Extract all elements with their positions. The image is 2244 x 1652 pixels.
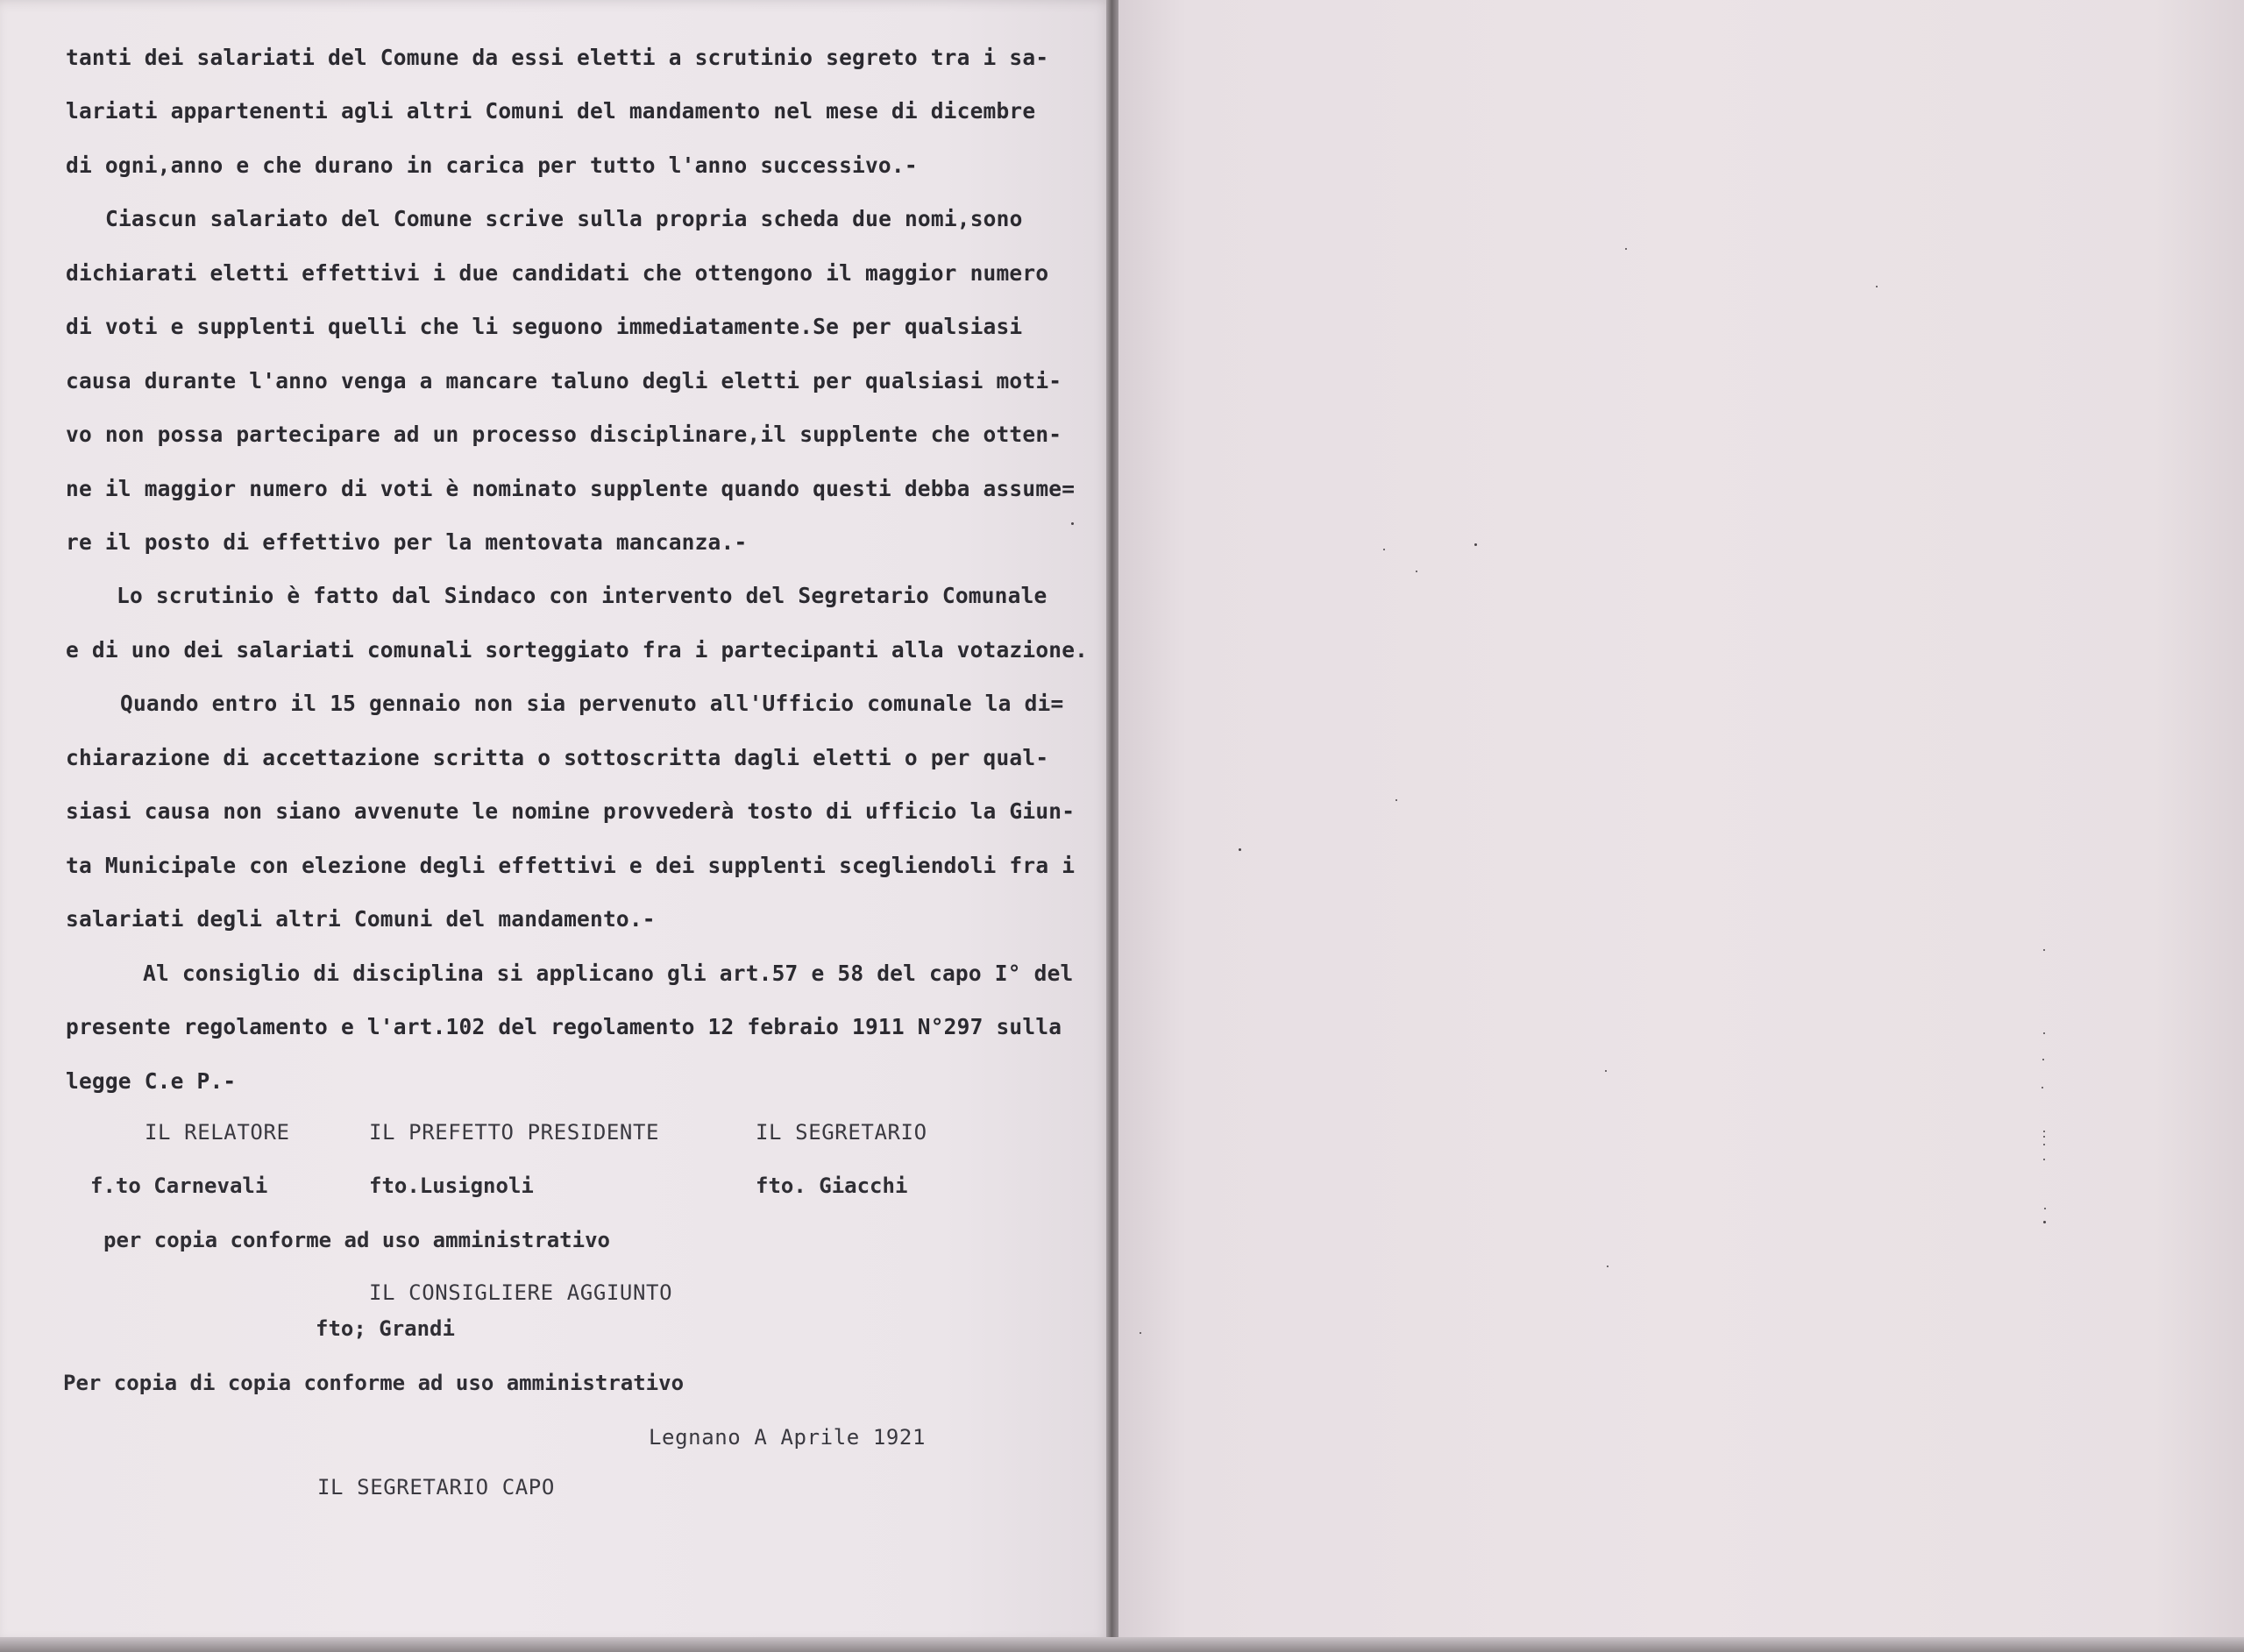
- body-line-4: Ciascun salariato del Comune scrive sulla propria scheda due nomi,sono: [105, 206, 1023, 231]
- paper-speck: [1239, 848, 1241, 851]
- paper-speck: [2043, 1136, 2045, 1138]
- paper-speck: [1395, 799, 1397, 801]
- prefetto-name: fto.Lusignoli: [369, 1173, 534, 1198]
- body-line-18: Al consiglio di disciplina si applicano gli art.57 e 58 del capo I° del: [143, 961, 1074, 986]
- left-page: [0, 0, 1111, 1643]
- paper-speck: [2043, 1131, 2045, 1132]
- paper-speck: [1474, 543, 1477, 546]
- body-line-8: vo non possa partecipare ad un processo disciplinare,il supplente che otten-: [66, 422, 1062, 447]
- segretario-name: fto. Giacchi: [756, 1173, 908, 1198]
- page-bottom-edge: [0, 1637, 2244, 1652]
- paper-speck: [2043, 1144, 2045, 1145]
- body-line-17: salariati degli altri Comuni del mandamento.-: [66, 906, 656, 932]
- body-line-2: lariati appartenenti agli altri Comuni del mandamento nel mese di dicembre: [66, 98, 1036, 124]
- body-line-7: causa durante l'anno venga a mancare taluno degli eletti per qualsiasi moti-: [66, 368, 1062, 394]
- body-line-11: Lo scrutinio è fatto dal Sindaco con intervento del Segretario Comunale: [117, 583, 1047, 608]
- second-copy-note: Per copia di copia conforme ad uso amministrativo: [63, 1371, 685, 1395]
- book-gutter: [1106, 0, 1118, 1652]
- body-line-15: siasi causa non siano avvenute le nomine provvederà tosto di ufficio la Giun-: [66, 798, 1076, 824]
- body-line-3: di ogni,anno e che durano in carica per tutto l'anno successivo.-: [66, 152, 918, 178]
- relatore-name: f.to Carnevali: [90, 1173, 268, 1198]
- paper-speck: [2043, 949, 2045, 951]
- consigliere-name: fto; Grandi: [316, 1316, 455, 1341]
- body-line-10: re il posto di effettivo per la mentovata mancanza.-: [66, 529, 748, 555]
- body-line-19: presente regolamento e l'art.102 del regolamento 12 febraio 1911 N°297 sulla: [66, 1014, 1062, 1039]
- paper-speck: [2043, 1032, 2045, 1034]
- paper-speck: [1140, 1332, 1141, 1334]
- paper-speck: [1605, 1070, 1607, 1072]
- copy-note: per copia conforme ad uso amministrativo: [103, 1228, 610, 1252]
- paper-speck: [1607, 1266, 1608, 1267]
- prefetto-title: IL PREFETTO PRESIDENTE: [369, 1120, 660, 1145]
- body-line-12: e di uno dei salariati comunali sorteggiato fra i partecipanti alla votazione.: [66, 637, 1089, 663]
- place-date: Legnano A Aprile 1921: [649, 1425, 927, 1450]
- paper-speck: [2042, 1059, 2044, 1060]
- body-line-5: dichiarati eletti effettivi i due candidati che ottengono il maggior numero: [66, 260, 1049, 286]
- body-line-6: di voti e supplenti quelli che li seguono immediatamente.Se per qualsiasi: [66, 314, 1023, 339]
- body-line-1: tanti dei salariati del Comune da essi eletti a scrutinio segreto tra i sa-: [66, 45, 1049, 70]
- paper-speck: [1383, 549, 1385, 550]
- paper-speck: [1416, 571, 1417, 572]
- paper-speck: [2044, 1208, 2046, 1209]
- body-line-14: chiarazione di accettazione scritta o sottoscritta dagli eletti o per qual-: [66, 745, 1049, 770]
- paper-speck: [1625, 248, 1627, 250]
- body-line-20: legge C.e P.-: [66, 1068, 237, 1094]
- body-line-16: ta Municipale con elezione degli effettivi e dei supplenti scegliendoli fra i: [66, 853, 1076, 878]
- relatore-title: IL RELATORE: [145, 1120, 290, 1145]
- body-line-9: ne il maggior numero di voti è nominato supplente quando questi debba assume=: [66, 476, 1076, 501]
- paper-speck: [2043, 1159, 2045, 1160]
- paper-speck: [2042, 1087, 2043, 1088]
- body-line-13: Quando entro il 15 gennaio non sia pervenuto all'Ufficio comunale la di=: [120, 691, 1064, 716]
- closing-title: IL SEGRETARIO CAPO: [317, 1475, 555, 1500]
- consigliere-title: IL CONSIGLIERE AGGIUNTO: [369, 1280, 673, 1305]
- paper-speck: [1876, 286, 1878, 287]
- right-page-blank: [1118, 0, 2244, 1648]
- segretario-title: IL SEGRETARIO: [756, 1120, 927, 1145]
- paper-speck: [2043, 1221, 2046, 1223]
- paper-speck: [1071, 522, 1074, 525]
